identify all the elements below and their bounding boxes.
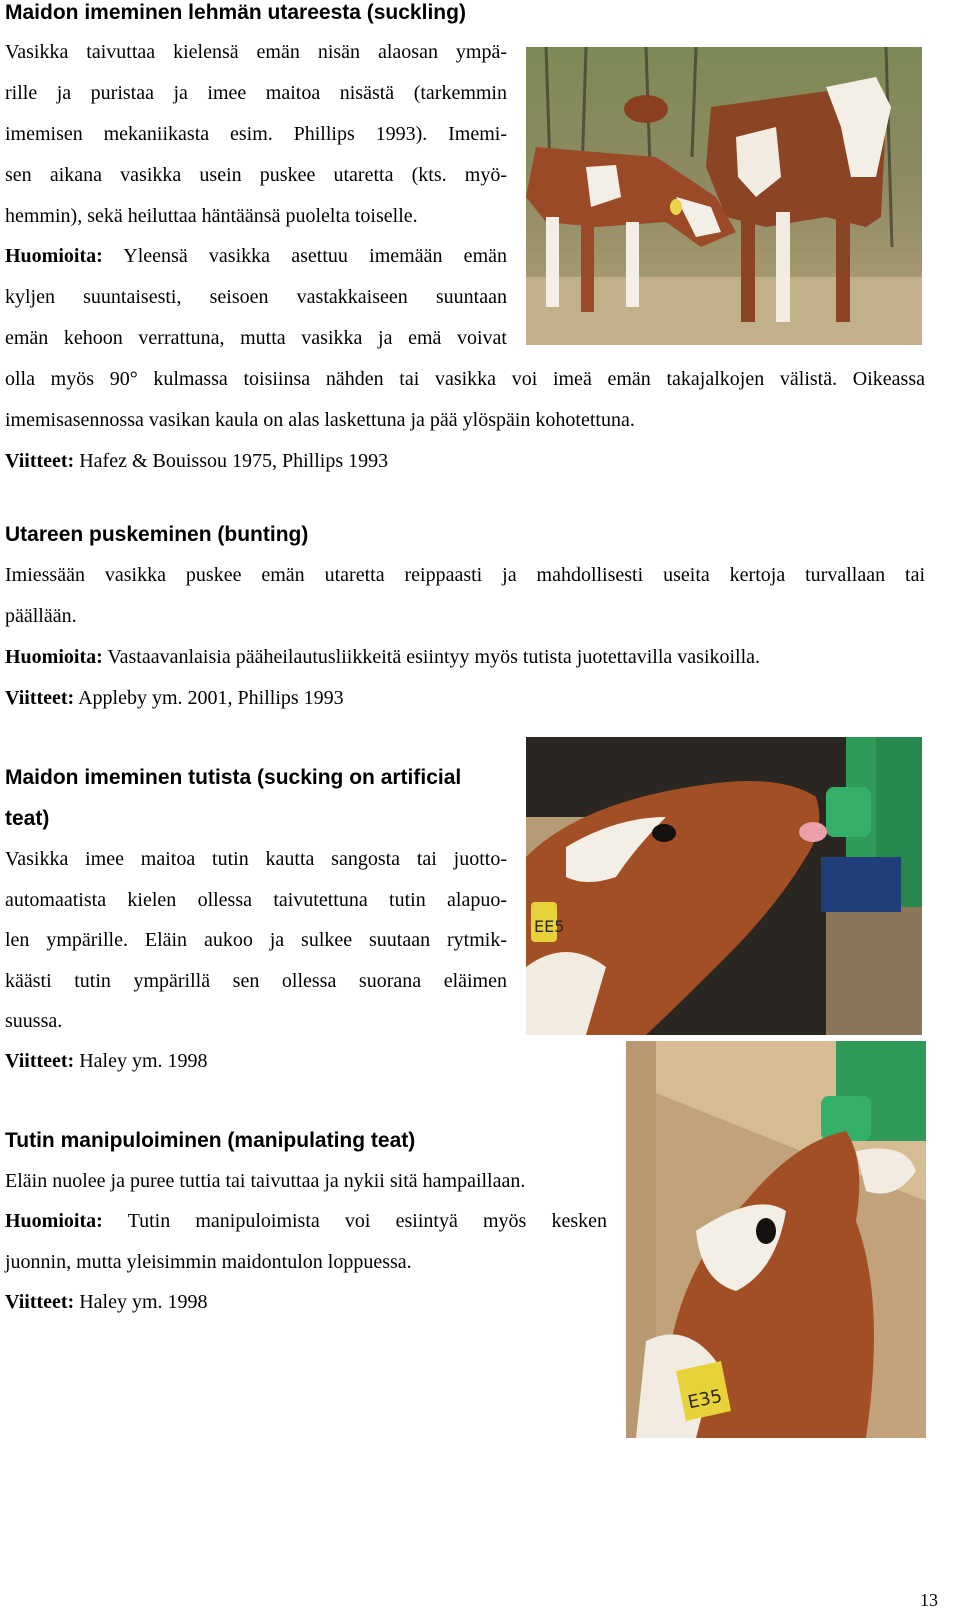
ear-tag-text: E35 [686,1385,724,1414]
note-line: emän kehoon verrattuna, mutta vasikka ja emä voivat [5,327,507,349]
note-label: Huomioita: [5,1210,103,1232]
note-label: Huomioita: [5,646,103,668]
body-line: sen aikana vasikka usein puskee utaretta (kts. myö- [5,164,507,186]
heading-bunting: Utareen puskeminen (bunting) [5,523,309,546]
body-line: Vasikka taivuttaa kielensä emän nisän alaosan ympä- [5,41,507,63]
note-label: Huomioita: [5,245,103,267]
note-line: Huomioita: Yleensä vasikka asettuu imemään emän [5,245,507,267]
note-line: imemisasennossa vasikan kaula on alas laskettuna ja pää ylöspäin kohotettuna. [5,409,635,431]
photo-cow-and-calf-suckling [526,47,922,345]
heading-suckling: Maidon imeminen lehmän utareesta (suckling) [5,1,466,24]
heading-artificial-teat: Maidon imeminen tutista (sucking on artificial [5,766,462,789]
body-line: käästi tutin ympärillä sen ollessa suorana eläimen [5,970,507,992]
note-line: juonnin, mutta yleisimmin maidontulon loppuessa. [5,1251,412,1273]
heading-artificial-teat-cont: teat) [5,807,50,830]
body-line: rille ja puristaa ja imee maitoa nisästä (tarkemmin [5,82,507,104]
note-line: kyljen suuntaisesti, seisoen vastakkaiseen suuntaan [5,286,507,308]
photo-calf-sucking-teat [526,737,922,1035]
body-line: Eläin nuolee ja puree tuttia tai taivuttaa ja nykii sitä hampaillaan. [5,1170,526,1192]
body-line: imemisen mekaniikasta esim. Phillips 1993). Imemi- [5,123,507,145]
references: Viitteet: Haley ym. 1998 [5,1050,208,1072]
note-line: Huomioita: Tutin manipuloimista voi esiintyä myös kesken [5,1210,607,1232]
references-label: Viitteet: [5,450,75,472]
page-number: 13 [920,1590,938,1610]
body-line: Vasikka imee maitoa tutin kautta sangosta tai juotto- [5,848,507,870]
body-line: hemmin), sekä heiluttaa häntäänsä puolelta toiselle. [5,205,418,227]
references: Viitteet: Appleby ym. 2001, Phillips 1993 [5,687,344,709]
references-label: Viitteet: [5,687,75,709]
body-line: automaatista kielen ollessa taivutettuna tutin alapuo- [5,889,507,911]
body-line: Imiessään vasikka puskee emän utaretta reippaasti ja mahdollisesti useita kertoja turvallaan tai [5,564,925,586]
references: Viitteet: Hafez & Bouissou 1975, Phillips 1993 [5,450,389,472]
body-line: suussa. [5,1010,63,1032]
heading-manipulating-teat: Tutin manipuloiminen (manipulating teat) [5,1129,416,1152]
ear-tag-text: EE5 [534,917,565,936]
photo-calf-manipulating-teat [626,1041,926,1438]
body-line: päällään. [5,605,77,627]
references-label: Viitteet: [5,1291,75,1313]
references-label: Viitteet: [5,1050,75,1072]
references: Viitteet: Haley ym. 1998 [5,1291,208,1313]
note-line: olla myös 90° kulmassa toisiinsa nähden tai vasikka voi imeä emän takajalkojen välistä. Oikeassa [5,368,925,390]
body-line: len ympärille. Eläin aukoo ja sulkee suutaan rytmik- [5,929,507,951]
note-line: Huomioita: Vastaavanlaisia pääheilautusliikkeitä esiintyy myös tutista juotettavilla vasikoilla. [5,646,761,668]
